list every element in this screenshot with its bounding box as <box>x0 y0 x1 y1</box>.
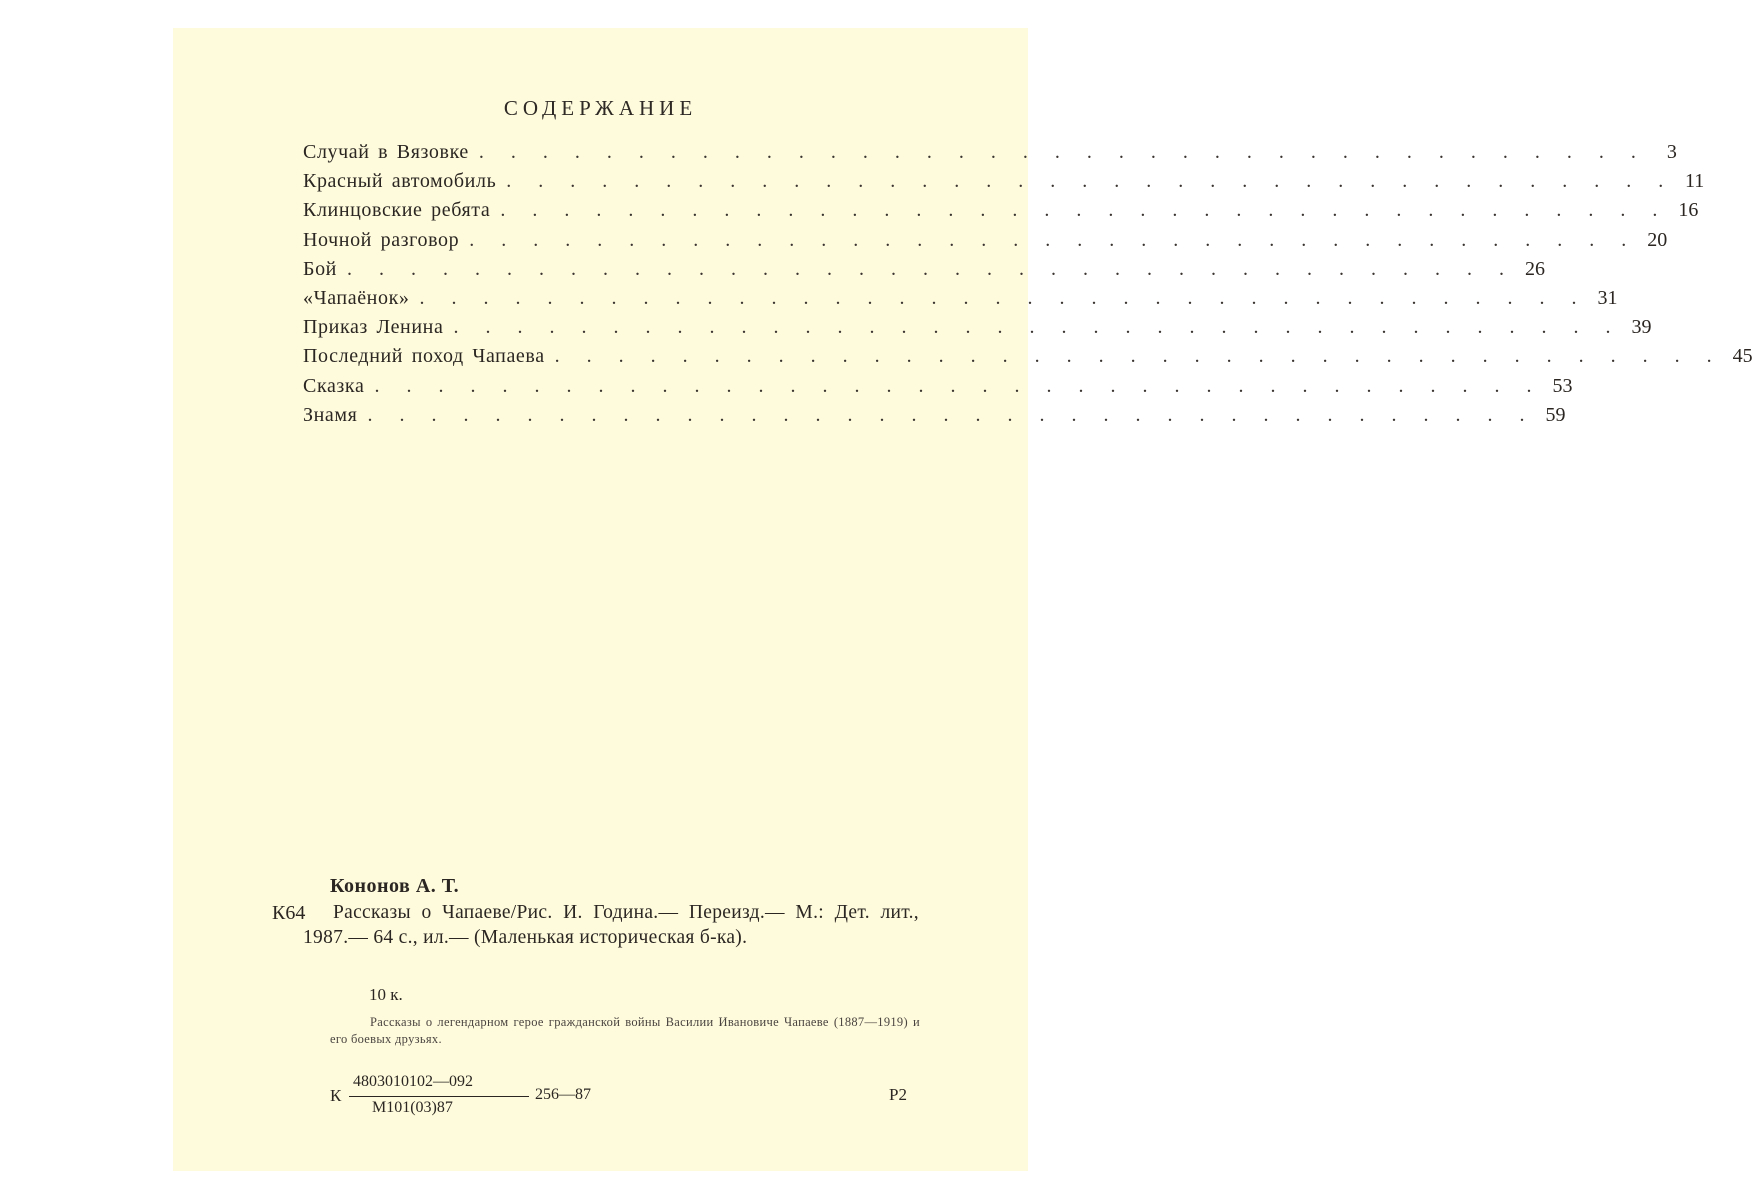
book-page <box>173 28 1753 1171</box>
bibliographic-description: Рассказы о Чапаеве/Рис. И. Година.— Переизд.— М.: Дет. лит., 1987.— 64 с., ил.— (Маленькая историческая б-ка). <box>303 902 919 948</box>
catalog-index: К64 <box>272 902 306 924</box>
toc-entry-page: 16 <box>1678 199 1699 222</box>
colophon <box>173 28 1028 1171</box>
toc-leader-dots: . . . . . . . . . . . . . . . . . . . . . . . . . . . . . . . . . . . . . <box>347 257 1515 280</box>
toc-entry-page: 45 <box>1732 345 1753 368</box>
toc-entry-title: Приказ Ленина <box>303 316 444 339</box>
toc-entry-page: 26 <box>1525 257 1545 280</box>
toc-entry-title: Случай в Вязовке <box>303 141 469 163</box>
bbk-tail: 256—87 <box>535 1086 591 1103</box>
toc-entry-page: 53 <box>1552 374 1573 397</box>
toc-entry-title: Клинцовские ребята <box>303 199 491 222</box>
toc-entry-title: Знамя <box>303 403 358 426</box>
fraction-line <box>349 1096 529 1097</box>
toc-entry-title: «Чапаёнок» <box>303 286 410 309</box>
toc-entry-page: 20 <box>1647 228 1668 251</box>
bbk-denominator: М101(03)87 <box>372 1099 453 1116</box>
bbk-code: Р2 <box>889 1085 907 1104</box>
toc-title: СОДЕРЖАНИЕ <box>503 96 698 120</box>
toc-leader-dots: . . . . . . . . . . . . . . . . . . . . . . . . . . . . . . . . . . . . . <box>554 345 1723 368</box>
toc-leader-dots: . . . . . . . . . . . . . . . . . . . . . . . . . . . . . . . . . . . . . <box>506 170 1675 193</box>
toc-entry-page: 39 <box>1631 316 1652 339</box>
toc-leader-dots: . . . . . . . . . . . . . . . . . . . . . . . . . . . . . . . . . . . . . <box>419 286 1588 309</box>
toc-leader-dots: . . . . . . . . . . . . . . . . . . . . . . . . . . . . . . . . . . . . . <box>453 316 1622 339</box>
annotation: Рассказы о легендарном герое гражданской войны Василии Ивановиче Чапаеве (1887—1919) и его боевых друзьях. <box>330 1015 920 1046</box>
toc-entry-page: 59 <box>1545 403 1566 426</box>
author-name: Кононов А. Т. <box>330 875 460 897</box>
bbk-numerator: 4803010102—092 <box>353 1073 473 1090</box>
toc-leader-dots: . . . . . . . . . . . . . . . . . . . . . . . . . . . . . . . . . . . . . <box>374 374 1543 397</box>
bbk-prefix: К <box>330 1086 342 1105</box>
toc-leader-dots: . . . . . . . . . . . . . . . . . . . . . . . . . . . . . . . . . . . . . <box>478 141 1647 163</box>
toc-entry-page: 11 <box>1685 170 1705 193</box>
toc-entry-title: Ночной разговор <box>303 228 460 251</box>
toc-leader-dots: . . . . . . . . . . . . . . . . . . . . . . . . . . . . . . . . . . . . . <box>367 403 1536 426</box>
toc-entry-title: Бой <box>303 257 337 280</box>
toc-leader-dots: . . . . . . . . . . . . . . . . . . . . . . . . . . . . . . . . . . . . . <box>500 199 1669 222</box>
toc-entry-title: Красный автомобиль <box>303 170 497 193</box>
toc-entry-title: Сказка <box>303 374 365 397</box>
toc-leader-dots: . . . . . . . . . . . . . . . . . . . . . . . . . . . . . . . . . . . . . <box>469 228 1638 251</box>
toc-entry-page: 31 <box>1597 286 1618 309</box>
toc-entry-page: 3 <box>1666 141 1677 163</box>
price: 10 к. <box>369 985 403 1004</box>
toc-entry-title: Последний поход Чапаева <box>303 345 545 368</box>
